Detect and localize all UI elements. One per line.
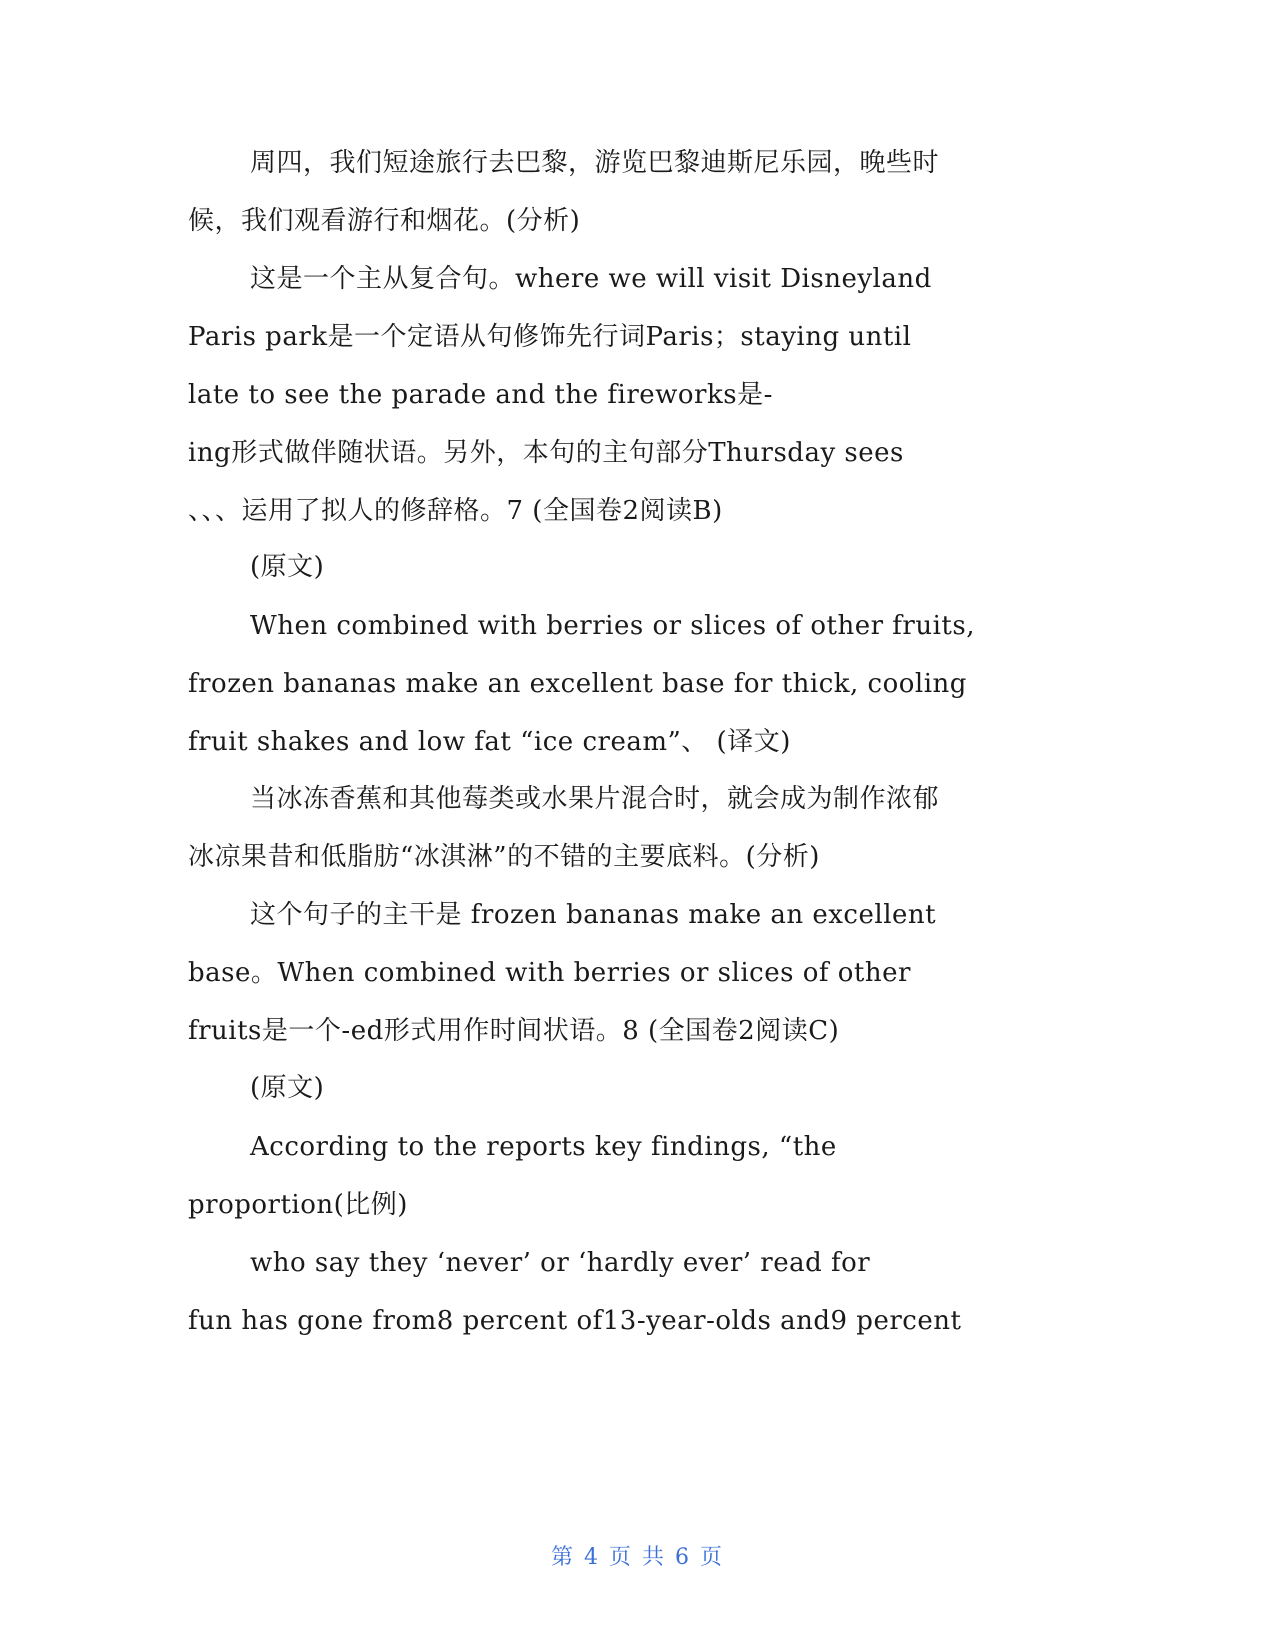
text-line-13: 冰凉果昔和低脂肪“冰淇淋”的不错的主要底料。(分析)	[188, 842, 820, 872]
text-line-12: 当冰冻香蕉和其他莓类或水果片混合时，就会成为制作浓郁	[250, 784, 940, 814]
text-line-19: proportion(比例)	[188, 1190, 408, 1220]
text-line-15: base。When combined with berries or slices of other	[188, 958, 911, 988]
text-line-21: fun has gone from8 percent of13-year-olds and9 percent	[188, 1306, 962, 1336]
text-line-7: 、、、运用了拟人的修辞格。7 (全国卷2阅读B)	[188, 496, 723, 526]
text-line-16: fruits是一个-ed形式用作时间状语。8 (全国卷2阅读C)	[188, 1016, 840, 1046]
page-number-footer: 第 4 页 共 6 页	[551, 1545, 724, 1570]
text-line-17: (原文)	[250, 1073, 325, 1103]
text-line-20: who say they ‘never’ or ‘hardly ever’ read for	[250, 1248, 871, 1278]
text-line-6: ing形式做伴随状语。另外，本句的主句部分Thursday sees	[188, 438, 904, 468]
text-line-8: (原文)	[250, 552, 325, 582]
text-line-10: frozen bananas make an excellent base for thick, cooling	[188, 669, 967, 699]
text-line-14: 这个句子的主干是 frozen bananas make an excellent	[250, 900, 937, 930]
text-line-1: 周四，我们短途旅行去巴黎，游览巴黎迪斯尼乐园，晚些时	[250, 148, 940, 178]
text-line-5: late to see the parade and the fireworks是-	[188, 380, 773, 410]
text-line-3: 这是一个主从复合句。where we will visit Disneyland	[250, 264, 932, 294]
text-line-11: fruit shakes and low fat “ice cream”、 (译文)	[188, 727, 791, 757]
text-line-4: Paris park是一个定语从句修饰先行词Paris；staying until	[188, 322, 912, 352]
text-line-9: When combined with berries or slices of other fruits,	[250, 611, 975, 641]
text-line-2: 候，我们观看游行和烟花。(分析)	[188, 206, 581, 236]
text-line-18: According to the reports key findings, “the	[250, 1132, 837, 1162]
